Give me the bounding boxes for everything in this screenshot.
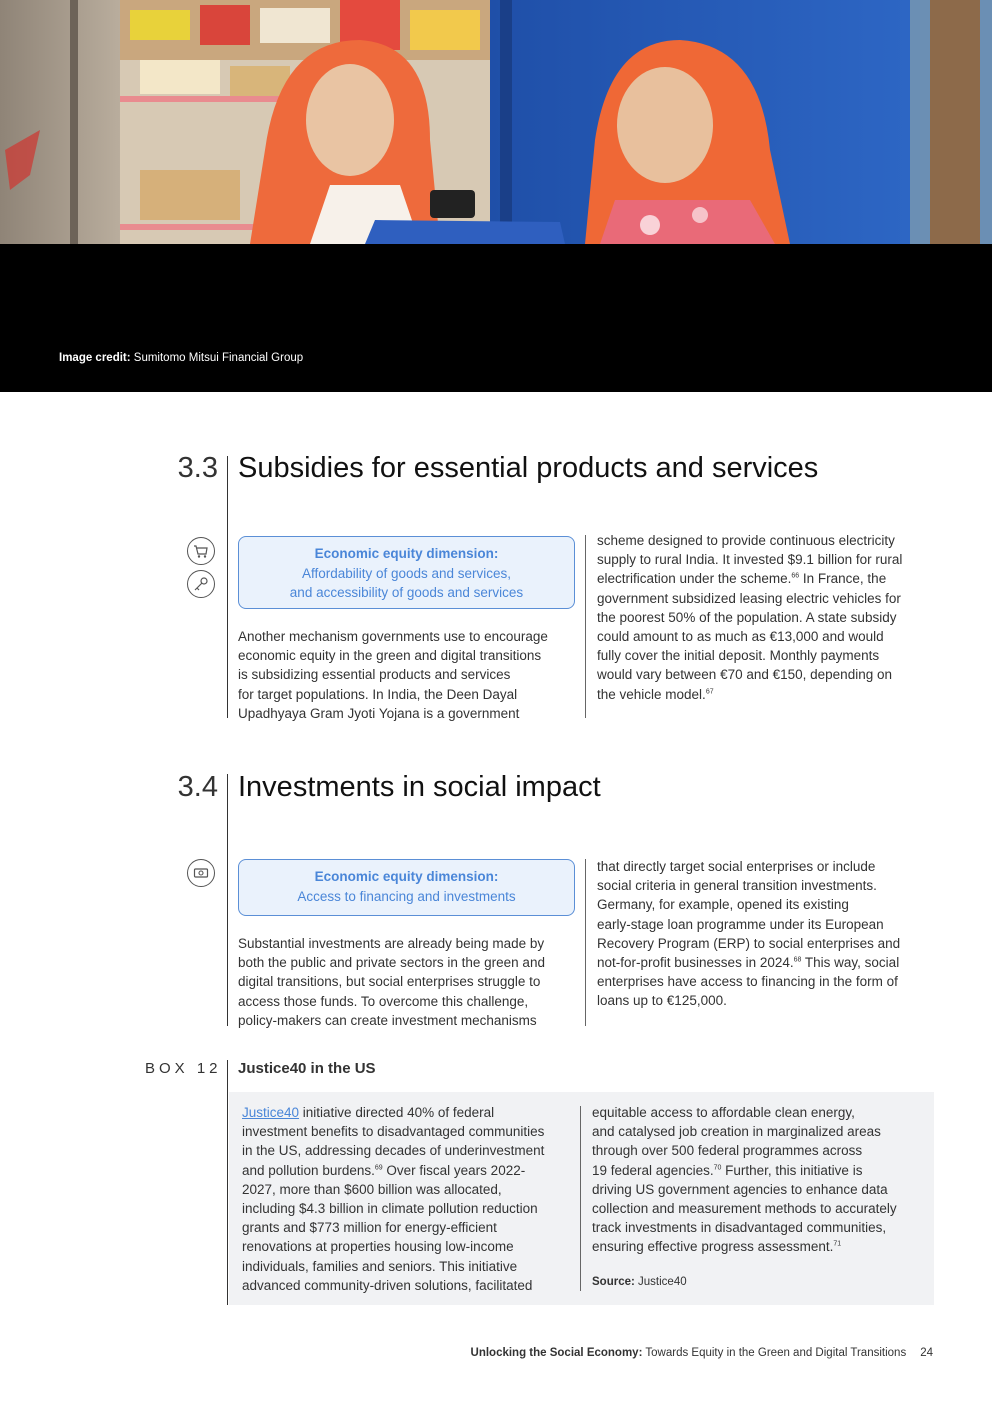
text-line: government subsidized leasing electric vehicles for [597,590,901,606]
equity-dimension-box [238,859,575,916]
equity-dimension-box [238,536,575,609]
text-line: enterprises have access to financing in the form of [597,974,898,990]
dimension-line: and accessibility of goods and services [289,585,524,600]
text-line: Germany, for example, opened its existing [597,897,849,913]
text-segment: 19 federal agencies. [592,1162,714,1178]
text-line [242,1103,577,1122]
text-line: grants and $773 million for energy-efficient [242,1220,497,1236]
dimension-line: Affordability of goods and services, [301,565,512,581]
footnote-ref: 69 [374,1164,383,1172]
box-label: BOX 12 [145,1060,222,1077]
box-body-right [592,1103,927,1257]
key-icon [187,570,215,598]
text-line: track investments in disadvantaged communities, [592,1220,887,1236]
text-segment: Further, this initiative is [721,1162,863,1178]
text-line: policy-makers can create investment mechanisms [238,1012,537,1028]
text-line: Another mechanism governments use to encourage [238,629,548,644]
text-segment: In France, the [799,571,887,587]
photo-caption-band [0,244,992,392]
text-line: 2027, more than $600 billion was allocated, [242,1181,502,1197]
money-icon [187,859,215,887]
text-line: scheme designed to provide continuous electricity [597,533,895,548]
text-segment: not-for-profit businesses in 2024. [597,955,794,971]
footnote-ref: 68 [793,956,802,964]
section-number: 3.3 [177,452,218,484]
text-line: loans up to €125,000. [597,993,727,1009]
text-segment: This way, social [801,955,900,971]
footnote-ref: 70 [713,1164,722,1172]
section-title: Subsidies for essential products and services [238,452,819,484]
text-line: investment benefits to disadvantaged communities [242,1124,545,1140]
box-source [592,1276,687,1288]
box-body-left [242,1103,577,1295]
dimension-heading: Economic equity dimension: [314,546,499,561]
text-line: renovations at properties housing low-income [242,1239,514,1255]
page-number: 24 [920,1347,933,1359]
section-body-right [597,531,937,704]
text-line [592,1237,927,1256]
text-line: that directly target social enterprises or include [597,859,876,874]
source-value: Justice40 [638,1276,687,1288]
section-body-left [238,934,578,1030]
text-line: both the public and private sectors in the green and [238,955,545,971]
page-footer [471,1347,933,1359]
text-line [592,1161,927,1180]
text-line: individuals, families and seniors. This initiative [242,1258,518,1274]
text-line: and catalysed job creation in marginalized areas [592,1124,881,1140]
text-line: is subsidizing essential products and services [238,667,511,683]
footnote-ref: 66 [791,572,800,580]
text-line [597,953,937,972]
text-segment: electrification under the scheme. [597,571,792,587]
box-title: Justice40 in the US [238,1060,376,1077]
text-line: Upadhyaya Gram Jyoti Yojana is a government [238,705,520,721]
text-line: in the US, addressing decades of underinvestment [242,1143,545,1159]
section-title: Investments in social impact [238,771,601,803]
text-line: digital transitions, but social enterprises struggle to [238,974,541,990]
footnote-ref: 67 [705,688,714,696]
column-divider [580,1106,581,1291]
text-line: collection and measurement methods to accurately [592,1201,897,1217]
source-label: Source: [592,1276,635,1288]
shopping-cart-icon [187,537,215,565]
text-line: economic equity in the green and digital transitions [238,648,542,664]
footnote-ref: 71 [833,1240,842,1248]
text-line: advanced community-driven solutions, facilitated [242,1277,533,1293]
text-line [597,685,937,704]
column-divider [585,535,586,718]
image-credit-value: Sumitomo Mitsui Financial Group [133,352,304,364]
section-number: 3.4 [177,771,218,803]
text-segment: the vehicle model. [597,686,706,702]
text-line: driving US government agencies to enhance data [592,1181,888,1197]
text-line [242,1161,577,1180]
text-line: the poorest 50% of the population. A state subsidy [597,609,897,625]
box-rule [227,1060,228,1305]
text-line: could amount to as much as €13,000 and would [597,629,884,645]
column-divider [585,859,586,1026]
section-body-left [238,627,578,723]
text-line: through over 500 federal programmes across [592,1143,863,1159]
text-line: fully cover the initial deposit. Monthly payments [597,648,880,664]
text-line: Substantial investments are already being made by [238,936,545,951]
text-line: Recovery Program (ERP) to social enterprises and [597,935,901,951]
text-line: including $4.3 billion in climate pollution reduction [242,1201,538,1217]
text-segment: Over fiscal years 2022- [382,1162,526,1178]
text-line: early-stage loan programme under its European [597,916,884,932]
justice40-link[interactable]: Justice40 [242,1105,300,1120]
text-line: supply to rural India. It invested $9.1 billion for rural [597,552,903,568]
text-line: social criteria in general transition investments. [597,878,877,894]
text-line: would vary between €70 and €150, depending on [597,667,892,683]
section-rule [227,774,228,1026]
text-segment: ensuring effective progress assessment. [592,1239,834,1255]
text-segment: initiative directed 40% of federal [299,1105,495,1120]
text-segment: and pollution burdens. [242,1162,375,1178]
image-credit [59,352,303,364]
section-body-right [597,857,937,1011]
footer-title-bold: Unlocking the Social Economy: [470,1347,643,1359]
hero-photo [0,0,992,244]
text-line [597,569,937,588]
footer-title-rest: Towards Equity in the Green and Digital Transitions [642,1347,907,1359]
image-credit-label: Image credit: [59,352,131,364]
dimension-line: Access to financing and investments [297,888,516,904]
section-rule [227,456,228,718]
text-line: equitable access to affordable clean energy, [592,1105,855,1120]
dimension-heading: Economic equity dimension: [314,869,499,884]
text-line: access those funds. To overcome this challenge, [238,993,529,1009]
text-line: for target populations. In India, the Deen Dayal [238,686,518,702]
